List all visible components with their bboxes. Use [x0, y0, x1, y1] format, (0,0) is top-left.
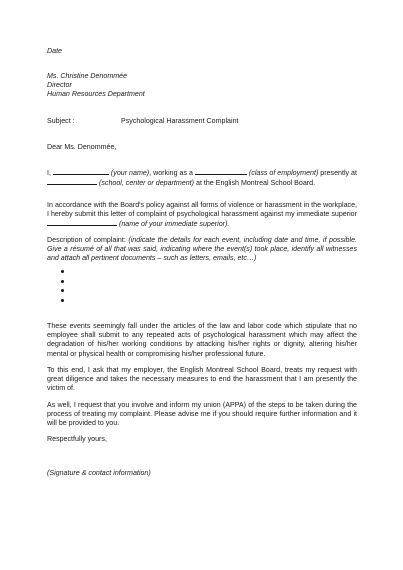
- signature-placeholder: (Signature & contact information): [47, 469, 151, 477]
- subject-line: [47, 117, 357, 126]
- recipient-name: Ms. Christine Denommée: [47, 72, 128, 80]
- blank-immediate-superior[interactable]: [47, 219, 117, 226]
- bullet-icon: [61, 280, 64, 283]
- bullet-icon: [61, 299, 64, 302]
- salutation: Dear Ms. Denommée,: [47, 143, 117, 151]
- recipient-department: Human Resources Department: [47, 90, 145, 99]
- blank-your-name[interactable]: [53, 168, 109, 175]
- recipient-title: Director: [47, 81, 72, 90]
- paragraph-request: To this end, I ask that my employer, the English Montreal School Board, treats my request with great diligence and takes the necessary measures to end the harassment that I am presently the victim of.: [47, 366, 357, 393]
- paragraph-identity: I, (your name), working as a (class of employment) presently at (school, center or department) at the English Montreal School Board.: [47, 169, 357, 188]
- subject-text: Psychological Harassment Complaint: [121, 117, 239, 125]
- paragraph-union: As well, I request that you involve and inform my union (APPA) of the steps to be taken during the process of treating my complaint. Please advise me if you should require further information and it will be provided to you.: [47, 401, 357, 428]
- paragraph-description: Description of complaint: (indicate the details for each event, including date and time, if possible. Give a résumé of all that was said, indicating where the event(s) took place, identify all witnesses and attach all pertinent documents – such as letters, emails, etc…): [47, 236, 357, 263]
- closing: Respectfully yours,: [47, 435, 107, 443]
- date-label: Date: [47, 47, 62, 55]
- blank-school-center[interactable]: [47, 178, 97, 185]
- blank-class-of-employment[interactable]: [195, 168, 247, 175]
- paragraph-law: These events seemingly fall under the articles of the law and labor code which stipulate that no employee shall submit to any repeated acts of psychological harassment which may affect the degradation of his/her working conditions by attacking his/her rights or dignity, altering his/her mental or physical health or compromising his/her professional future.: [47, 322, 357, 358]
- paragraph-policy: In accordance with the Board's policy against all forms of violence or harassment in the workplace, I hereby submit this letter of complaint of psychological harassment against my immediate superior (name of your immediate superior).: [47, 201, 357, 229]
- bullet-icon: [61, 289, 64, 292]
- recipient-block: [47, 72, 357, 100]
- bullet-icon: [61, 270, 64, 273]
- subject-label: Subject :: [47, 117, 75, 125]
